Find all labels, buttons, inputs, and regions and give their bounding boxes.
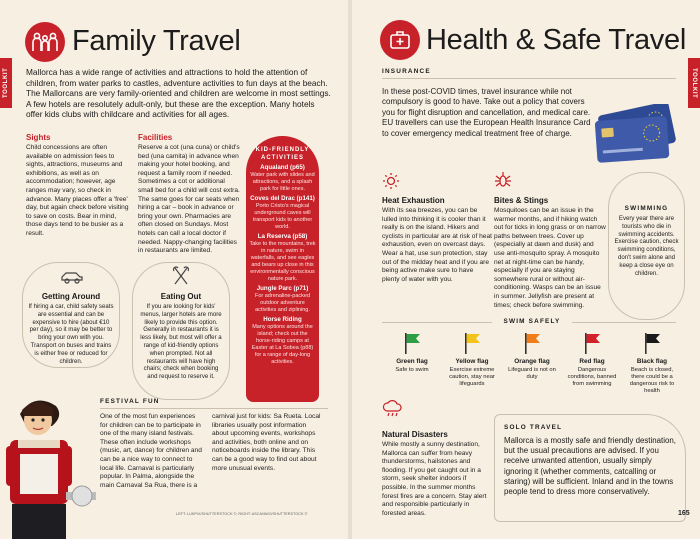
right-page-health-safe-travel: [352, 0, 700, 539]
heat-exhaustion-body: With its sea breezes, you can be lulled into thinking it is cooler than it really is on the island. Hikers and cyclists in particular are at risk of heat exhaustion, even on overcast days. Wear a hat, use sun protection, stay out of the midday heat and if you are being active make sure to have plenty of water with you.: [382, 207, 492, 283]
kid-friendly-activities-box: [246, 136, 319, 402]
family-intro: Mallorca has a wide range of activities and attractions to hold the attention of children, from water parks to castles, adventure activities to fun days at the beach. The Mallorcans are very family-oriented and children are welcome in most settings. A few hotels are resolutely adult-only, but these are the exception. Many hotels offer kids clubs with childcare and activities for all ages.: [26, 67, 331, 120]
swim-flag-description: Lifeguard is not on duty: [508, 367, 556, 380]
left-page-family-travel: [0, 0, 348, 539]
eating-out-body: If you are looking for kids' menus, larger hotels are more likely to provide this option. Generally in restaurants it is less likely, but most will offer a range of kid-friendly options when prompted. Not all restaurants will have high chairs; check when booking and request to reserve it.: [140, 303, 222, 381]
activity-title: Horse Riding: [263, 316, 302, 323]
swim-flag-icon: [584, 332, 602, 359]
swim-flag-description: Beach is closed, there could be a dangerous risk to health: [629, 367, 675, 394]
storm-icon: [382, 400, 404, 423]
activity-title: Jungle Parc (p71): [256, 285, 309, 292]
swim-flag-icon: [644, 332, 662, 359]
festival-divider: [100, 408, 328, 409]
toolkit-side-tab: TOOLKIT: [688, 58, 700, 108]
swim-flag-description: Exercise extreme caution, stay near lifeguards: [449, 367, 495, 387]
insurance-body: In these post-COVID times, travel insurance while not compulsory is good to have. Take out a policy that covers you for flight disruption and cancellation, and medical care. EU travellers can use the European Health Insurance Card to cover emergency medical treatment free of charge.: [382, 87, 591, 138]
insurance-cards-image: [588, 104, 684, 169]
activity-title: Aqualand (p65): [260, 164, 305, 171]
bites-stings-body: Mosquitoes can be an issue in the warmer months, and if hiking watch out for ticks in long grass or on narrow paths between trees. Cover up (especially at dawn and dusk) and use anti-mosquito spray. A mosquito net at night-time can be handy, especially if you are staying somewhere rural or without air-conditioning. Wasps can be an issue in summer. Jellyfish are present at times; check before swimming.: [494, 207, 606, 309]
festival-body-col2: carnival just for kids: Sa Rueta. Local libraries usually post information about upcoming events, workshops and activities, both online and on noticeboards inside the library. This can be a good way to find out about more unusual events.: [212, 413, 321, 472]
natural-disasters-heading: Natural Disasters: [382, 430, 448, 439]
festival-body-col1: One of the most fun experiences for children can be to participate in one of the many island festivals. These often include workshops (music, art, dance) for children and can be a nice way to connect to local life. Carnaval is particularly popular. In Palma, alongside the main Carnaval Sa Rua, there is a: [100, 413, 202, 489]
page-number: 165: [678, 510, 690, 517]
activity-body: Many options around the island; check out the horse-riding camps at Easter at La Sobea (p88) for a range of day-long activities.: [251, 324, 314, 365]
swim-flag-icon: [464, 332, 482, 359]
solo-travel-heading: SOLO TRAVEL: [504, 424, 563, 431]
car-icon: [60, 270, 84, 289]
insurance-heading: INSURANCE: [382, 68, 431, 75]
activity-title: Coves del Drac (p141): [250, 195, 315, 202]
eating-out-heading: Eating Out: [160, 292, 202, 301]
swim-flag-description: Safe to swim: [395, 367, 429, 373]
activity-body: Water park with slides and attractions, and a splash park for little ones.: [250, 172, 315, 192]
swim-flag-label: Yellow flag: [455, 358, 489, 365]
page-title: Family Travel: [72, 25, 241, 57]
heat-exhaustion-icon: [382, 172, 400, 195]
mosquito-icon: [494, 170, 512, 195]
swim-flag-label: Orange flag: [514, 358, 550, 365]
swim-safely-rule-left: [382, 322, 492, 323]
solo-travel-body: Mallorca is a mostly safe and friendly destination, but the usual precautions are advised. If you receive unwanted attention, usually simply ignoring it (whether comments, catcalling or staring) will be sufficient. Inland and in the towns people tend to dress more conservatively.: [504, 436, 676, 497]
kid-friendly-heading: KID-FRIENDLY ACTIVITIES: [255, 147, 310, 161]
medical-case-icon: [380, 20, 420, 60]
toolkit-side-tab: TOOLKIT: [0, 58, 12, 108]
swim-flag-label: Green flag: [396, 358, 428, 365]
swim-flag-description: Dangerous conditions, banned from swimming: [567, 367, 617, 387]
activity-title: La Reserva (p58): [257, 233, 308, 240]
cutlery-icon: [172, 266, 190, 291]
swim-flag-label: Red flag: [579, 358, 605, 365]
facilities-heading: Facilities: [138, 133, 173, 142]
family-icon: [25, 22, 65, 62]
bites-stings-heading: Bites & Stings: [494, 196, 549, 205]
getting-around-heading: Getting Around: [41, 292, 101, 301]
swim-flag-label: Black flag: [636, 358, 668, 365]
photo-credit: LEFT: LUKPIX/SHUTTERSTOCK ©; RIGHT: ASCANNIO/SHUTTERSTOCK ©: [176, 512, 308, 516]
sights-body: Child concessions are often available on admission fees to sights, attractions, museums and exhibitions, as well as on accommodation; however, age ranges may vary, so check in advance. Many places offer a 'free' day, but again check before visiting to save on costs. Bear in mind, those days tend to be busier as a result.: [26, 144, 129, 237]
swim-safely-rule-right: [572, 322, 676, 323]
swimming-heading: SWIMMING: [624, 205, 669, 212]
activity-body: For adrenaline-packed outdoor adventure activities and ziplining.: [254, 293, 311, 313]
swim-flag-icon: [404, 332, 422, 359]
swim-safely-heading: SWIM SAFELY: [503, 318, 561, 325]
natural-disasters-body: While mostly a sunny destination, Mallorca can suffer from heavy thunderstorms, hailstones and flooding. If you get caught out in a storm, seek shelter indoors if possible. In the summer months forest fires are a concern. Stay alert and responsible particularly in forested areas.: [382, 441, 487, 517]
insurance-divider: [382, 78, 676, 79]
activity-body: Take to the mountains, trek in nature, swim in waterfalls, and see eagles and bears up close in this environmentally conscious nature park.: [249, 241, 316, 282]
festival-fun-heading: FESTIVAL FUN: [100, 398, 160, 405]
heat-exhaustion-heading: Heat Exhaustion: [382, 196, 445, 205]
festival-figure-photo: [0, 380, 96, 539]
page-title: Health & Safe Travel: [426, 24, 686, 56]
swim-flag-icon: [524, 332, 542, 359]
getting-around-body: If hiring a car, child safety seats are essential and can be expensive to hire (about €10 per day), so it may be better to bring your own with you. Transport on buses and trains is either free or reduced for children.: [28, 303, 114, 365]
activity-body: Porto Cristo's magical underground caves will transport kids to another world.: [252, 203, 313, 230]
sights-heading: Sights: [26, 133, 51, 142]
swimming-body: Every year there are tourists who die in swimming accidents. Exercise caution, check swimming conditions, don't swim alone and keep a close eye on children.: [614, 215, 679, 277]
facilities-body: Reserve a cot (una cuna) or child's bed (una camita) in advance when making your hotel booking, and request a family room if needed. Sometimes a cot or additional small bed for a child will cost extra. The same goes for car seats when hiring a car – book in advance or bring your own. Pharmacies are often closed on Sundays. Most hotels can call a local doctor if needed. Nappy-changing facilities in restaurants are limited.: [138, 144, 240, 255]
